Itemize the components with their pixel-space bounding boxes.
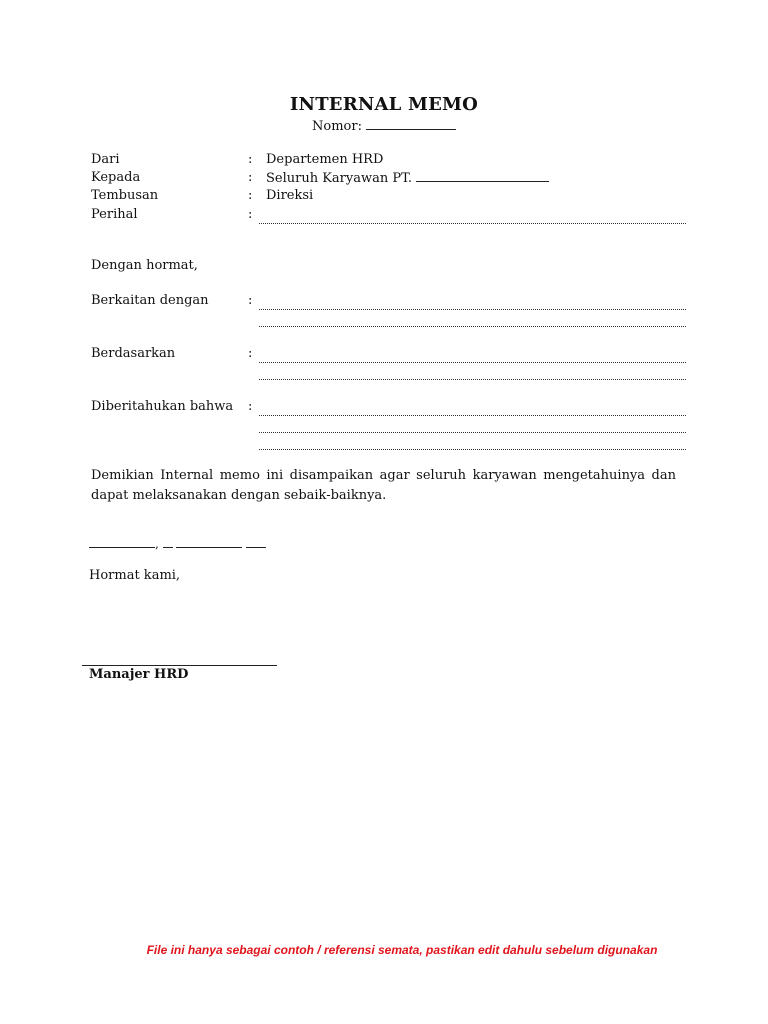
field-label-berkaitan: Berkaitan dengan [91, 293, 209, 308]
berkaitan-fill-line-2[interactable] [259, 326, 686, 327]
field-label-perihal: Perihal [91, 207, 138, 222]
field-label-dari: Dari [91, 152, 120, 167]
memo-number-blank[interactable] [366, 118, 456, 130]
field-colon-dari: : [248, 152, 253, 167]
berkaitan-fill-line-1[interactable] [259, 309, 686, 310]
diberitahukan-fill-line-2[interactable] [259, 432, 686, 433]
field-colon-tembusan: : [248, 188, 253, 203]
closing-paragraph: Demikian Internal memo ini disampaikan agar seluruh karyawan mengetahuinya dan dapat melaksanakan dengan sebaik-baiknya. [91, 468, 676, 503]
hormat-kami: Hormat kami, [89, 568, 181, 583]
field-value-tembusan: Direksi [266, 188, 314, 203]
date-line [89, 537, 266, 551]
field-label-diberitahukan: Diberitahukan bahwa [91, 399, 234, 414]
date-month-blank[interactable] [176, 538, 242, 548]
date-year-blank[interactable] [246, 538, 266, 548]
date-day-blank[interactable] [163, 538, 173, 548]
perihal-fill-line[interactable] [259, 223, 686, 224]
field-label-kepada: Kepada [91, 170, 141, 185]
field-colon-berkaitan: : [248, 293, 253, 308]
company-name-blank[interactable] [416, 170, 549, 182]
field-value-dari: Departemen HRD [266, 152, 384, 167]
diberitahukan-fill-line-3[interactable] [259, 449, 686, 450]
greeting: Dengan hormat, [91, 258, 198, 273]
field-value-kepada [266, 170, 549, 186]
diberitahukan-fill-line-1[interactable] [259, 415, 686, 416]
field-colon-perihal: : [248, 207, 253, 222]
field-colon-diberitahukan: : [248, 399, 253, 414]
signatory-title: Manajer HRD [89, 667, 189, 682]
field-colon-kepada: : [248, 170, 253, 185]
berdasarkan-fill-line-2[interactable] [259, 379, 686, 380]
date-separator: , [155, 537, 159, 551]
disclaimer-note: File ini hanya sebagai contoh / referensi semata, pastikan edit dahulu sebelum digunakan [146, 943, 658, 957]
signature-line[interactable] [82, 665, 277, 666]
memo-number-label: Nomor: [312, 119, 362, 134]
memo-title: INTERNAL MEMO [289, 94, 479, 115]
berdasarkan-fill-line-1[interactable] [259, 362, 686, 363]
field-colon-berdasarkan: : [248, 346, 253, 361]
memo-number [0, 118, 768, 134]
field-label-tembusan: Tembusan [91, 188, 159, 203]
field-value-kepada-text: Seluruh Karyawan PT. [266, 171, 413, 186]
date-place-blank[interactable] [89, 538, 155, 548]
field-label-berdasarkan: Berdasarkan [91, 346, 176, 361]
